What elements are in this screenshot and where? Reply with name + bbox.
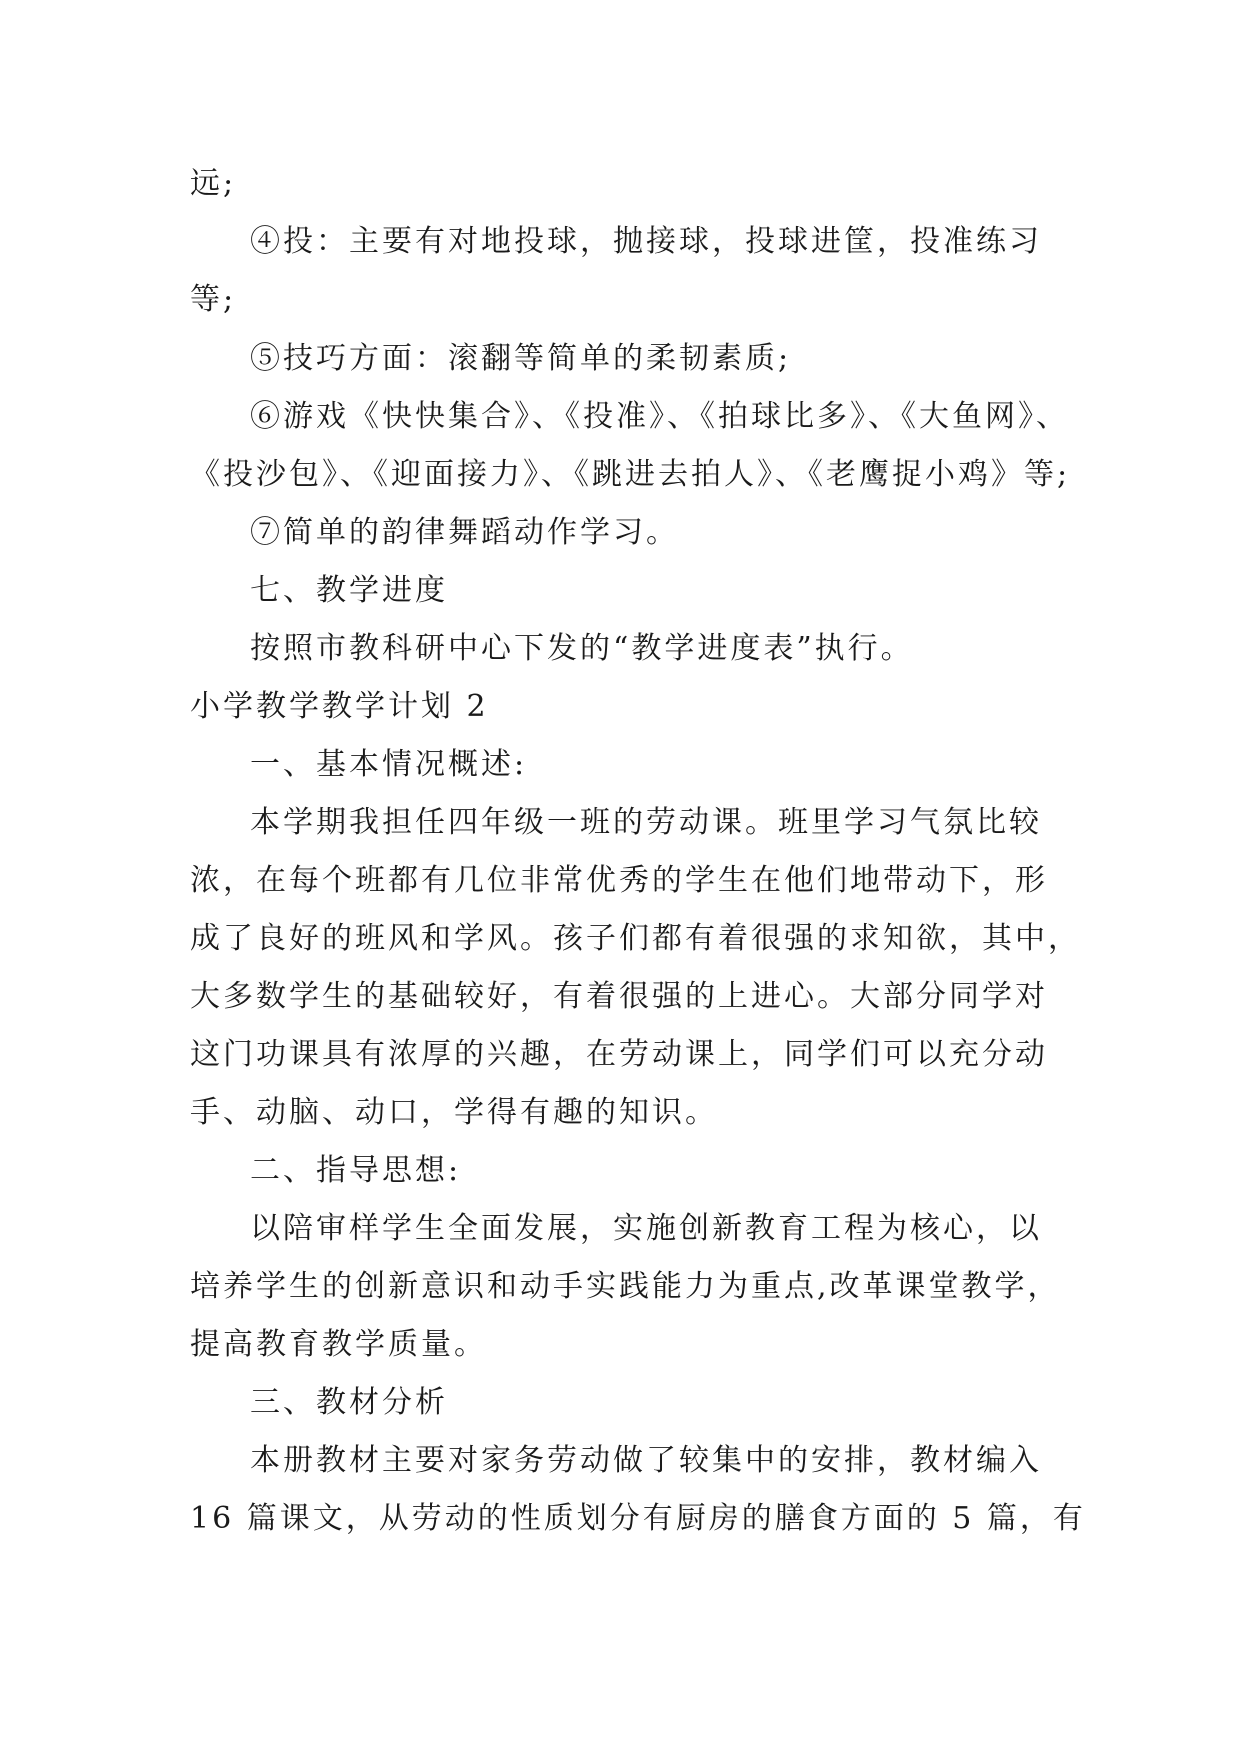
text-line: ⑥游戏《快快集合》、《投准》、《拍球比多》、《大鱼网》、	[250, 399, 1069, 434]
text-line: 远;	[190, 166, 237, 201]
text-line: 等;	[190, 282, 237, 317]
text-line: 按照市教科研中心下发的“教学进度表”执行。	[250, 631, 914, 666]
text-line: 大多数学生的基础较好，有着很强的上进心。大部分同学对	[190, 979, 1048, 1014]
section-heading: 三、教材分析	[250, 1385, 448, 1420]
text-line: ④投：主要有对地投球，抛接球，投球进筐，投准练习	[250, 224, 1042, 259]
section-heading: 七、教学进度	[250, 573, 448, 608]
text-line: 《投沙包》、《迎面接力》、《跳进去拍人》、《老鹰捉小鸡》等;	[190, 457, 1071, 492]
text-line: 成了良好的班风和学风。孩子们都有着很强的求知欲，其中，	[190, 921, 1081, 956]
text-line: 本册教材主要对家务劳动做了较集中的安排，教材编入	[250, 1443, 1042, 1478]
text-line: 提高教育教学质量。	[190, 1327, 487, 1362]
text-line: 这门功课具有浓厚的兴趣，在劳动课上，同学们可以充分动	[190, 1037, 1048, 1072]
text-line: ⑤技巧方面：滚翻等简单的柔韧素质;	[250, 341, 792, 376]
section-heading: 二、指导思想:	[250, 1153, 462, 1188]
section-heading: 一、基本情况概述:	[250, 747, 528, 782]
text-line: 浓，在每个班都有几位非常优秀的学生在他们地带动下，形	[190, 863, 1048, 898]
document-title: 小学教学教学计划 2	[190, 689, 489, 724]
text-line: ⑦简单的韵律舞蹈动作学习。	[250, 515, 679, 550]
text-line: 16 篇课文，从劳动的性质划分有厨房的膳食方面的 5 篇，有	[190, 1501, 1086, 1536]
text-line: 以陪审样学生全面发展，实施创新教育工程为核心，以	[250, 1211, 1042, 1246]
text-line: 手、动脑、动口，学得有趣的知识。	[190, 1095, 718, 1130]
text-line: 本学期我担任四年级一班的劳动课。班里学习气氛比较	[250, 805, 1042, 840]
text-line: 培养学生的创新意识和动手实践能力为重点,改革课堂教学，	[190, 1269, 1061, 1304]
